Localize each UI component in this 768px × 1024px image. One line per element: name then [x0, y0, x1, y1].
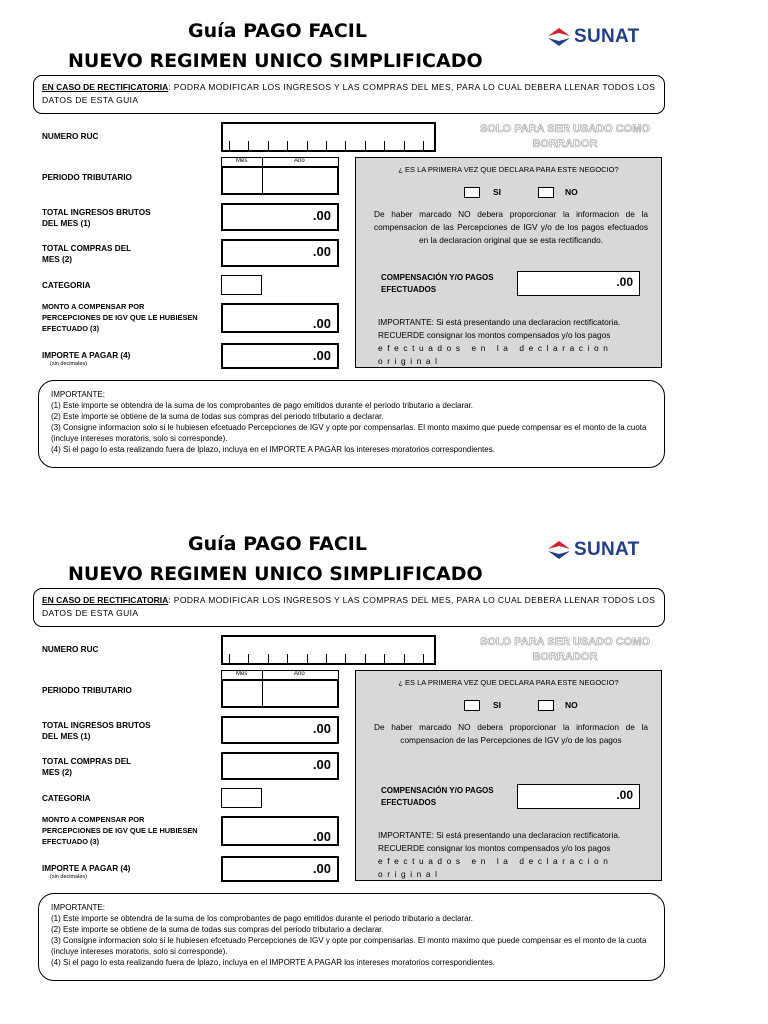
sunat-logo-icon	[546, 24, 574, 52]
rectificatoria-heading: EN CASO DE RECTIFICATORIA	[42, 595, 169, 605]
si-label: SI	[493, 700, 502, 710]
form-subtitle: NUEVO REGIMEN UNICO SIMPLIFICADO	[68, 50, 483, 72]
notes-title: IMPORTANTE:	[51, 390, 105, 399]
no-label: NO	[565, 187, 578, 197]
ruc-digit-ticks	[229, 141, 424, 150]
pago-facil-form	[0, 513, 768, 1013]
periodo-input[interactable]	[221, 157, 339, 195]
ruc-digit-ticks	[229, 654, 424, 663]
compensacion-value: .00	[616, 788, 633, 802]
categoria-label: CATEGORIA	[42, 794, 91, 803]
categoria-label: CATEGORIA	[42, 281, 91, 290]
periodo-divider	[262, 158, 263, 194]
info-text: De haber marcado NO debera proporcionar la informacion de la compensacion de las Percepciones de IGV y/o de los pagos	[374, 722, 648, 745]
ano-label: Año	[294, 158, 305, 164]
no-label: NO	[565, 700, 578, 710]
first-time-question: ¿ ES LA PRIMERA VEZ QUE DECLARA PARA ESTE NEGOCIO?	[398, 678, 619, 687]
rectification-panel	[355, 157, 662, 368]
notes-box	[38, 380, 665, 468]
watermark-line: SOLO PARA SER USADO COMO	[480, 123, 650, 135]
draft-watermark	[470, 635, 660, 665]
periodo-header	[222, 671, 338, 680]
si-label: SI	[493, 187, 502, 197]
compras-value: .00	[312, 244, 331, 259]
form-title: Guía PAGO FACIL	[188, 20, 367, 42]
pago-facil-form	[0, 0, 768, 500]
compensacion-input[interactable]	[517, 784, 640, 809]
compras-value: .00	[312, 757, 331, 772]
importante-line: IMPORTANTE: Si está presentando una declaracion rectificatoria.	[378, 830, 621, 840]
rectificatoria-box	[33, 75, 665, 114]
notes-box	[38, 893, 665, 981]
watermark-line: BORRADOR	[532, 138, 598, 150]
sunat-logo-text: SUNAT	[574, 539, 640, 560]
no-checkbox[interactable]	[538, 187, 554, 198]
categoria-input[interactable]	[221, 788, 262, 808]
importe-value: .00	[312, 348, 331, 363]
compensacion-label: COMPENSACIÓN Y/O PAGOS EFECTUADOS	[381, 786, 494, 807]
note-item: (4) Si el pago lo esta realizando fuera de lplazo, incluya en el IMPORTE A PAGAR los intereses moratorios correspondientes.	[51, 958, 495, 967]
ingresos-input[interactable]	[221, 716, 339, 744]
monto-value: .00	[312, 829, 331, 844]
first-time-question: ¿ ES LA PRIMERA VEZ QUE DECLARA PARA ESTE NEGOCIO?	[398, 165, 619, 174]
monto-input[interactable]	[221, 816, 339, 846]
rectificatoria-box	[33, 588, 665, 627]
si-checkbox[interactable]	[464, 187, 480, 198]
note-item: (2) Este importe se obtiene de la suma de todas sus compras del periodo tributario a declarar.	[51, 412, 384, 421]
periodo-divider	[262, 671, 263, 707]
rectificatoria-text: : PODRA MODIFICAR LOS INGRESOS Y LAS COMPRAS DEL MES, PARA LO CUAL DEBERA LLENAR TODOS LOS DATOS DE ESTA GUIA	[42, 82, 656, 105]
note-item: (1) Este importe se obtendra de la suma de los comprobantes de pago emitidos durante el periodo tributario a declarar.	[51, 401, 474, 410]
importante-line: IMPORTANTE: Si está presentando una declaracion rectificatoria.	[378, 317, 621, 327]
sunat-logo	[546, 24, 658, 52]
compras-label: TOTAL COMPRAS DEL MES (2)	[42, 244, 132, 264]
importe-input[interactable]	[221, 343, 339, 369]
importante-line: RECUERDE consignar los montos compensados y/o los pagos	[378, 843, 611, 853]
draft-watermark	[470, 122, 660, 152]
categoria-input[interactable]	[221, 275, 262, 295]
periodo-body	[222, 680, 338, 707]
importe-label: IMPORTE A PAGAR (4)	[42, 864, 131, 873]
ruc-label: NUMERO RUC	[42, 645, 99, 654]
sunat-logo-icon	[546, 537, 574, 565]
sin-decimales-note: (sin decimales)	[50, 361, 87, 367]
importe-input[interactable]	[221, 856, 339, 882]
si-checkbox[interactable]	[464, 700, 480, 711]
compensacion-label: COMPENSACIÓN Y/O PAGOS EFECTUADOS	[381, 273, 494, 294]
mes-label: Mes	[236, 158, 248, 164]
monto-label: MONTO A COMPENSAR POR PERCEPCIONES DE IGV QUE LE HUBIESEN EFECTUADO (3)	[42, 302, 198, 333]
sin-decimales-note: (sin decimales)	[50, 874, 87, 880]
form-title: Guía PAGO FACIL	[188, 533, 367, 555]
note-item: (1) Este importe se obtendra de la suma de los comprobantes de pago emitidos durante el periodo tributario a declarar.	[51, 914, 474, 923]
ruc-input[interactable]	[221, 635, 436, 665]
ingresos-value: .00	[312, 208, 331, 223]
compensacion-input[interactable]	[517, 271, 640, 296]
ingresos-label: TOTAL INGRESOS BRUTOS DEL MES (1)	[42, 721, 151, 741]
ano-label: Año	[294, 671, 305, 677]
periodo-header	[222, 158, 338, 167]
rectificatoria-heading: EN CASO DE RECTIFICATORIA	[42, 82, 169, 92]
sunat-logo-text: SUNAT	[574, 26, 640, 47]
periodo-body	[222, 167, 338, 194]
monto-value: .00	[312, 316, 331, 331]
rectification-panel	[355, 670, 662, 881]
periodo-label: PERIODO TRIBUTARIO	[42, 173, 132, 182]
note-item: (3) Consigne informacion solo si le hubiesen efcetuado Percepciones de IGV y opte por compensarlas. El monto maximo que puede compensar es el monto de la cuota (incluye intereses moratoris, solo si corresponde).	[51, 936, 647, 956]
ingresos-value: .00	[312, 721, 331, 736]
note-item: (4) Si el pago lo esta realizando fuera de lplazo, incluya en el IMPORTE A PAGAR los intereses moratorios correspondientes.	[51, 445, 495, 454]
compras-label: TOTAL COMPRAS DEL MES (2)	[42, 757, 132, 777]
compras-input[interactable]	[221, 239, 339, 267]
rectificatoria-text: : PODRA MODIFICAR LOS INGRESOS Y LAS COMPRAS DEL MES, PARA LO CUAL DEBERA LLENAR TODOS LOS DATOS DE ESTA GUIA	[42, 595, 656, 618]
importante-line: efectuados en la declaracion original	[378, 343, 613, 366]
note-item: (3) Consigne informacion solo si le hubiesen efcetuado Percepciones de IGV y opte por compensarlas. El monto maximo que puede compensar es el monto de la cuota (incluye intereses moratoris, solo si corresponde).	[51, 423, 647, 443]
no-checkbox[interactable]	[538, 700, 554, 711]
note-item: (2) Este importe se obtiene de la suma de todas sus compras del periodo tributario a declarar.	[51, 925, 384, 934]
importante-note	[378, 316, 653, 368]
importante-line: RECUERDE consignar los montos compensados y/o los pagos	[378, 330, 611, 340]
ruc-input[interactable]	[221, 122, 436, 152]
watermark-line: BORRADOR	[532, 651, 598, 663]
monto-label: MONTO A COMPENSAR POR PERCEPCIONES DE IGV QUE LE HUBIESEN EFECTUADO (3)	[42, 815, 198, 846]
compras-input[interactable]	[221, 752, 339, 780]
sunat-logo	[546, 537, 658, 565]
notes-title: IMPORTANTE:	[51, 903, 105, 912]
form-subtitle: NUEVO REGIMEN UNICO SIMPLIFICADO	[68, 563, 483, 585]
periodo-input[interactable]	[221, 670, 339, 708]
ruc-label: NUMERO RUC	[42, 132, 99, 141]
ingresos-input[interactable]	[221, 203, 339, 231]
importe-value: .00	[312, 861, 331, 876]
watermark-line: SOLO PARA SER USADO COMO	[480, 636, 650, 648]
ingresos-label: TOTAL INGRESOS BRUTOS DEL MES (1)	[42, 208, 151, 228]
compensacion-value: .00	[616, 275, 633, 289]
mes-label: Mes	[236, 671, 248, 677]
importe-label: IMPORTE A PAGAR (4)	[42, 351, 131, 360]
monto-input[interactable]	[221, 303, 339, 333]
info-text: De haber marcado NO debera proporcionar la informacion de la compensacion de las Percepciones de IGV y/o de los pagos efectuados en la declaracion original que se esta rectificando.	[374, 209, 648, 245]
importante-line: efectuados en la declaracion original	[378, 856, 613, 879]
importante-note	[378, 829, 653, 881]
periodo-label: PERIODO TRIBUTARIO	[42, 686, 132, 695]
